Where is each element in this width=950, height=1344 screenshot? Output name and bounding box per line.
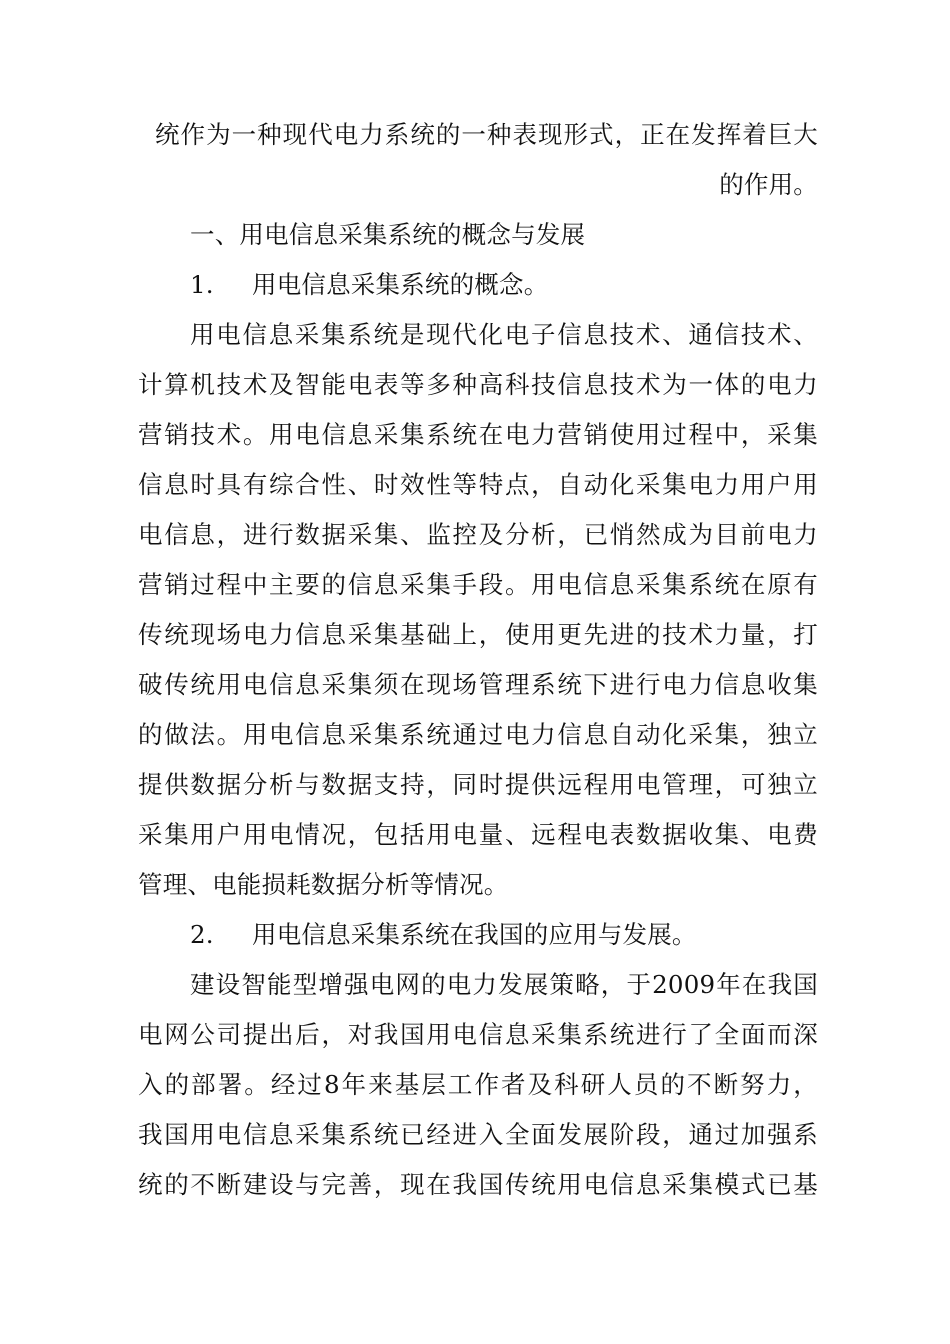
subsection-2-title [190, 920, 818, 950]
intro-line-2: 的作用。 [719, 170, 818, 199]
paragraph-2-line: 电网公司提出后，对我国用电信息采集系统进行了全面而深 [138, 1020, 818, 1049]
subsection-1-title-text: 用电信息采集系统的概念。 [252, 270, 549, 299]
paragraph-1-line: 计算机技术及智能电表等多种高科技信息技术为一体的电力 [138, 370, 818, 399]
paragraph-2-line: 统的不断建设与完善，现在我国传统用电信息采集模式已基 [138, 1170, 818, 1199]
paragraph-1-line: 破传统用电信息采集须在现场管理系统下进行电力信息收集 [138, 670, 818, 699]
paragraph-2-line: 入的部署。经过8年来基层工作者及科研人员的不断努力， [138, 1070, 818, 1099]
paragraph-1-line: 营销技术。用电信息采集系统在电力营销使用过程中，采集 [138, 420, 818, 449]
paragraph-1-line: 营销过程中主要的信息采集手段。用电信息采集系统在原有 [138, 570, 818, 599]
subsection-1-number: 1. [190, 270, 214, 299]
subsection-1-title [190, 270, 818, 300]
paragraph-1-line: 用电信息采集系统是现代化电子信息技术、通信技术、 [190, 320, 818, 349]
paragraph-1-line: 管理、电能损耗数据分析等情况。 [138, 870, 509, 899]
paragraph-1-line: 采集用户用电情况，包括用电量、远程电表数据收集、电费 [138, 820, 818, 849]
paragraph-1-line: 提供数据分析与数据支持，同时提供远程用电管理，可独立 [138, 770, 818, 799]
paragraph-2-line: 建设智能型增强电网的电力发展策略，于2009年在我国 [190, 970, 818, 999]
intro-line-1: 统作为一种现代电力系统的一种表现形式，正在发挥着巨大 [155, 120, 818, 149]
subsection-2-number: 2. [190, 920, 214, 949]
paragraph-1-line: 传统现场电力信息采集基础上，使用更先进的技术力量，打 [138, 620, 818, 649]
section-heading: 一、用电信息采集系统的概念与发展 [190, 220, 586, 249]
paragraph-1-line: 信息时具有综合性、时效性等特点，自动化采集电力用户用 [138, 470, 818, 499]
paragraph-1-line: 电信息，进行数据采集、监控及分析，已悄然成为目前电力 [138, 520, 818, 549]
paragraph-1-line: 的做法。用电信息采集系统通过电力信息自动化采集，独立 [138, 720, 818, 749]
paragraph-2-line: 我国用电信息采集系统已经进入全面发展阶段，通过加强系 [138, 1120, 818, 1149]
subsection-2-title-text: 用电信息采集系统在我国的应用与发展。 [252, 920, 697, 949]
